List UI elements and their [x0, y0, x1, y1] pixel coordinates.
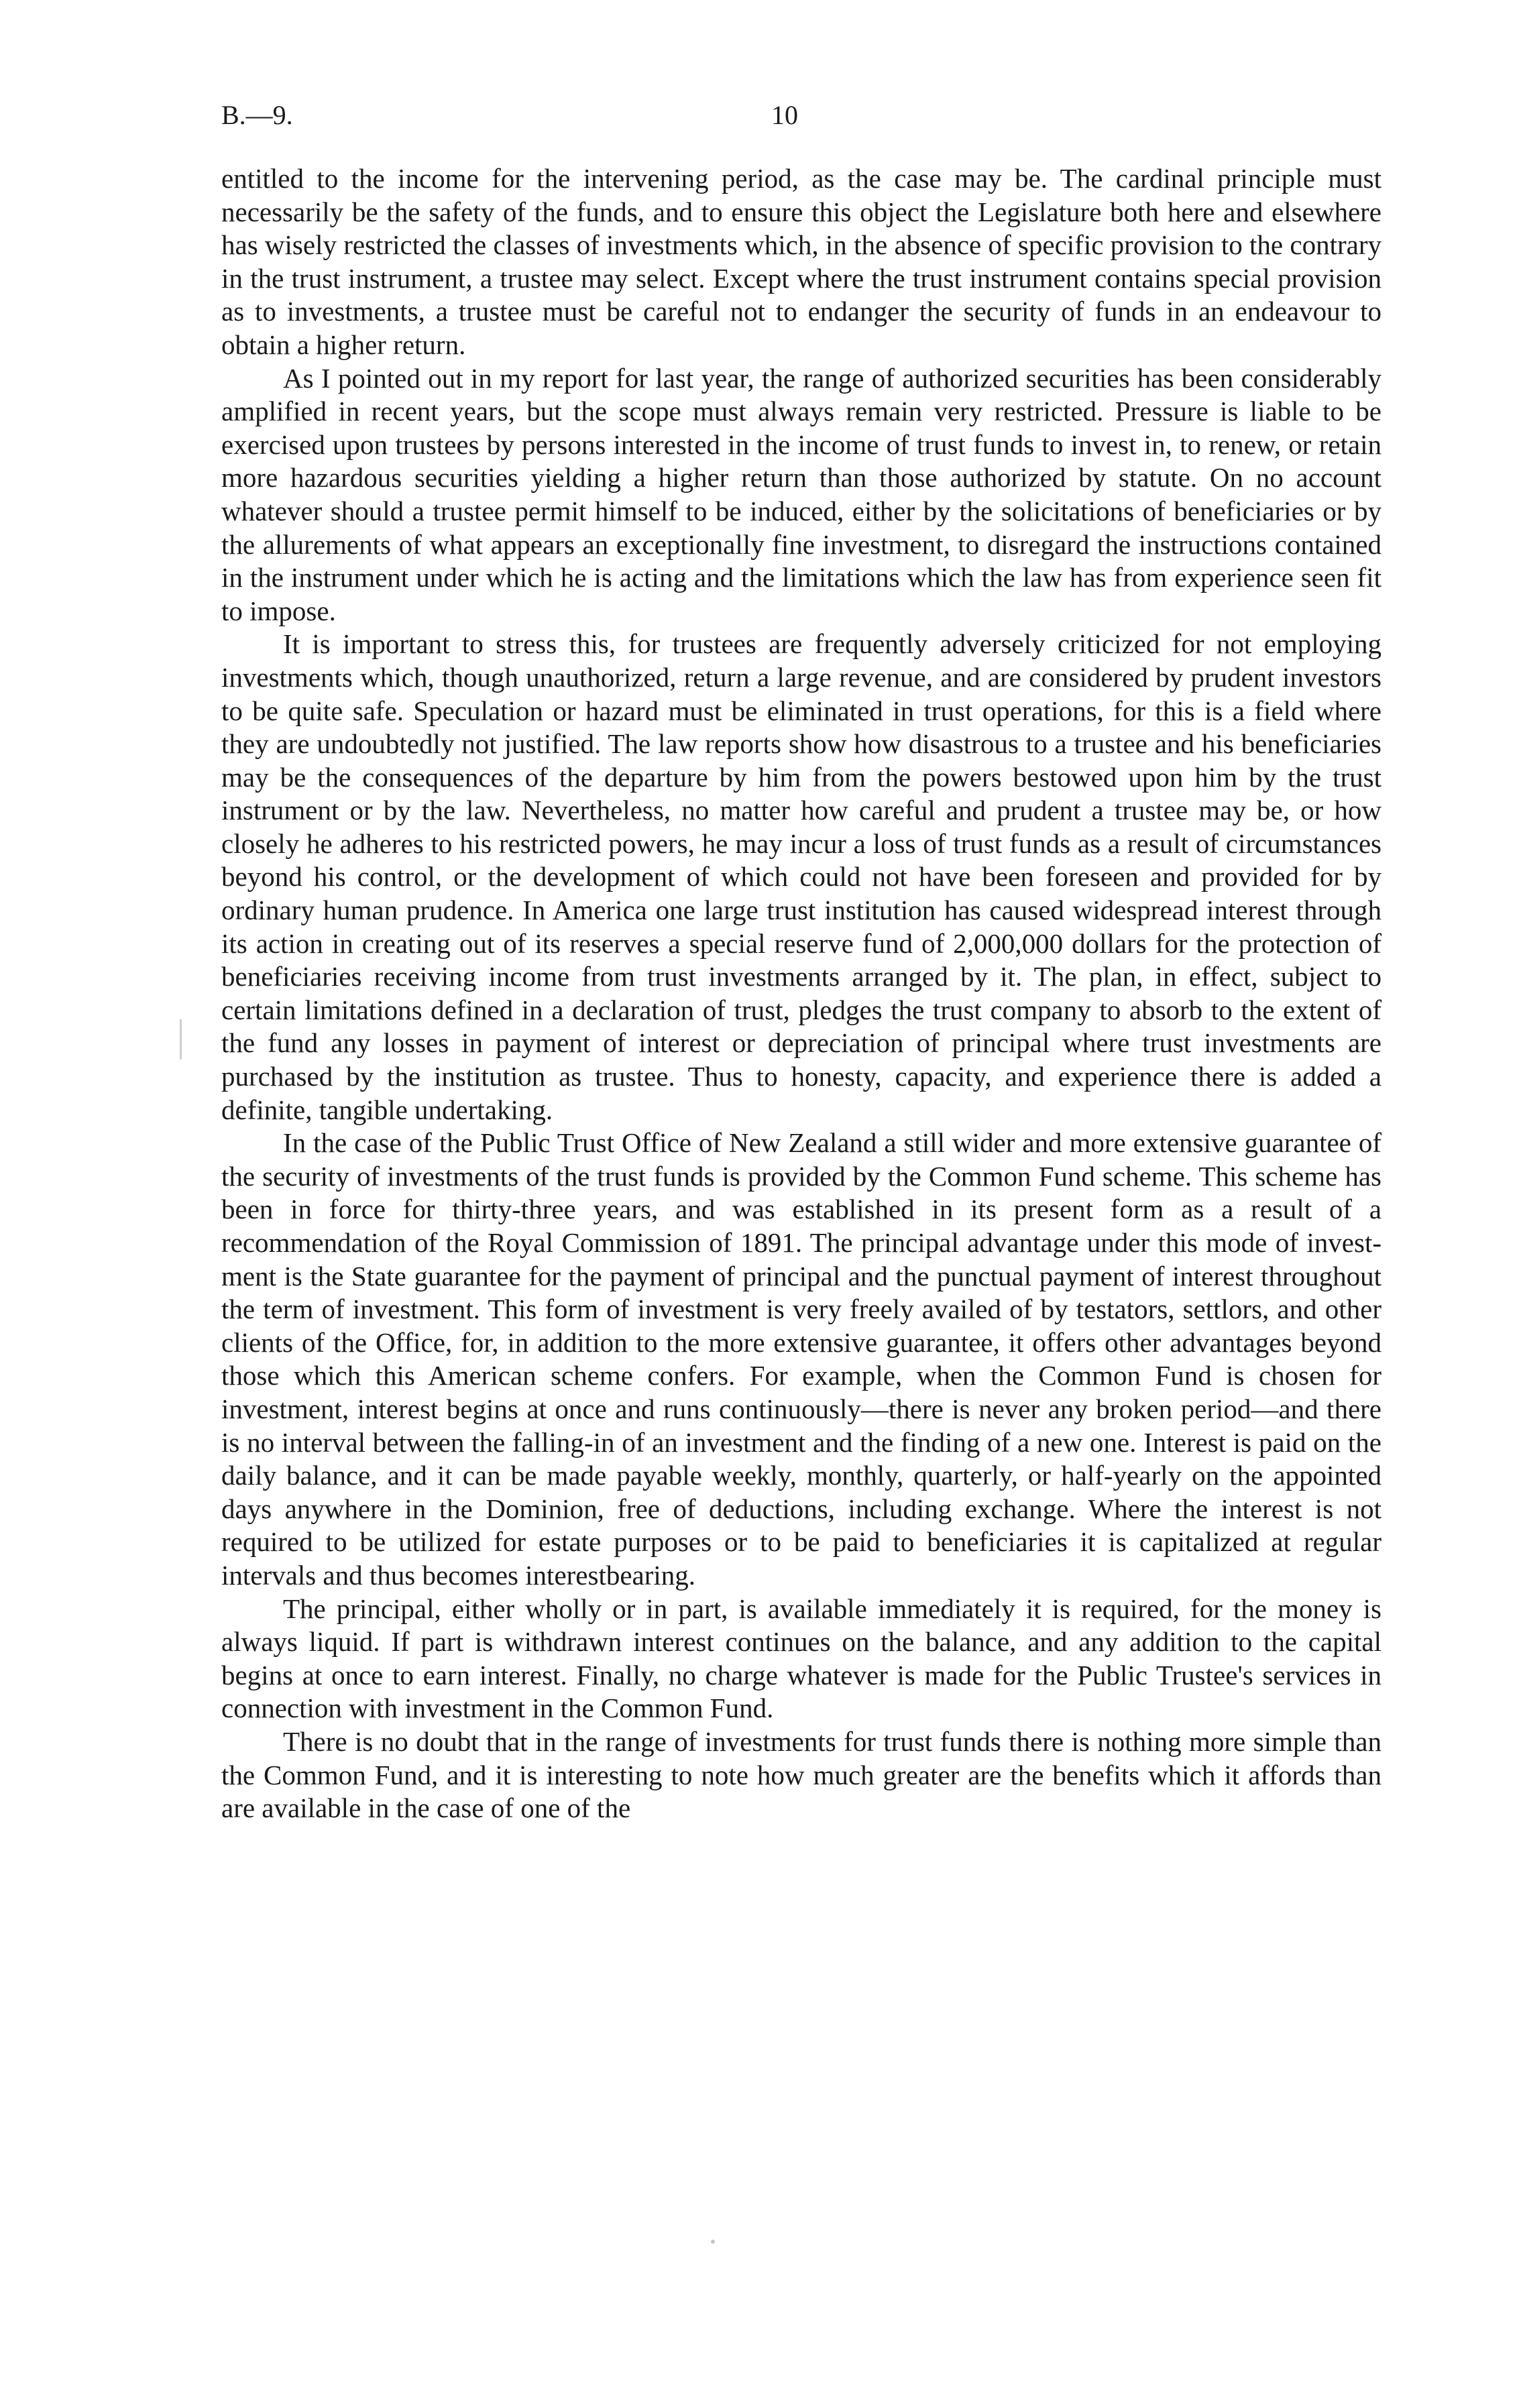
page-number: 10	[771, 100, 798, 130]
scan-margin-mark	[180, 1019, 182, 1059]
scan-speck	[711, 2240, 715, 2244]
page-header	[221, 99, 1382, 139]
paragraph-comparison: There is no doubt that in the range of investments for trust funds there is nothing more simple than the Common Fund, and it is interesting to note how much greater are the benefits which it affords than are available in the case of one of the	[221, 1725, 1382, 1824]
paragraph-principal-liquidity: The principal, either wholly or in part, is available immediately it is required, for the money is always liquid. If part is withdrawn interest continues on the balance, and any addition to the capital begins at once to earn interest. Finally, no charge whatever is made for the Public Trustee's services in connection with investment in the Common Fund.	[221, 1593, 1382, 1724]
paragraph-speculation: It is important to stress this, for trustees are frequently adversely criticized for not employing investments which, though unauthorized, return a large revenue, and are considered by prudent investors to be quite safe. Speculation or hazard must be eliminated in trust operations, for this is a field where they are undoubtedly not justified. The law reports show how disastrous to a trustee and his beneficiaries may be the consequences of the departure by him from the powers bestowed upon him by the trust instrument or by the law. Nevertheless, no matter how careful and prudent a trustee may be, or how closely he adheres to his restricted powers, he may incur a loss of trust funds as a result of circumstances beyond his control, or the development of which could not have been foreseen and provided for by ordinary human prudence. In America one large trust institution has caused widespread interest through its action in creating out of its reserves a special reserve fund of 2,000,000 dollars for the protection of beneficiaries receiving income from trust investments arranged by it. The plan, in effect, subject to certain limitations defined in a declaration of trust, pledges the trust company to absorb to the extent of the fund any losses in payment of interest or depreciation of principal where trust investments are purchased by the institution as trustee. Thus to honesty, capacity, and experience there is added a definite, tangible undertaking.	[221, 628, 1382, 1125]
body-text	[221, 162, 1382, 1825]
paragraph-authorized-securities: As I pointed out in my report for last year, the range of authorized securities has been considerably amplified in recent years, but the scope must always remain very restricted. Pressure is liable to be exercised upon trustees by persons interested in the income of trust funds to invest in, to renew, or retain more hazardous securities yielding a higher return than those authorized by statute. On no account whatever should a trustee permit himself to be induced, either by the solicitations of beneficiaries or by the allurements of what appears an exceptionally fine investment, to disregard the instructions contained in the instrument under which he is acting and the limitations which the law has from experience seen fit to impose.	[221, 362, 1382, 626]
paragraph-common-fund: In the case of the Public Trust Office of New Zealand a still wider and more extensive guarantee of the security of investments of the trust funds is provided by the Common Fund scheme. This scheme has been in force for thirty-three years, and was established in its present form as a result of a recommendation of the Royal Commission of 1891. The principal advantage under this mode of investment is the State guarantee for the payment of principal and the punctual payment of interest throughout the term of investment. This form of investment is very freely availed of by testators, settlors, and other clients of the Office, for, in addition to the more extensive guarantee, it offers other advantages beyond those which this American scheme confers. For example, when the Common Fund is chosen for investment, interest begins at once and runs continuously—there is never any broken period—and there is no interval between the falling-in of an investment and the finding of a new one. Interest is paid on the daily balance, and it can be made payable weekly, monthly, quarterly, or half-yearly on the appointed days anywhere in the Dominion, free of deductions, including exchange. Where the interest is not required to be utilized for estate purposes or to be paid to beneficiaries it is capitalized at regular intervals and thus becomes interestbearing.	[221, 1127, 1382, 1591]
paragraph-continued: entitled to the income for the intervening period, as the case may be. The cardinal principle must necessarily be the safety of the funds, and to ensure this object the Legislature both here and elsewhere has wisely restricted the classes of investments which, in the absence of specific provision to the contrary in the trust instrument, a trustee may select. Except where the trust instrument contains special provision as to investments, a trustee must be careful not to endanger the security of funds in an endeavour to obtain a higher return.	[221, 163, 1382, 360]
document-reference: B.—9.	[221, 100, 293, 130]
